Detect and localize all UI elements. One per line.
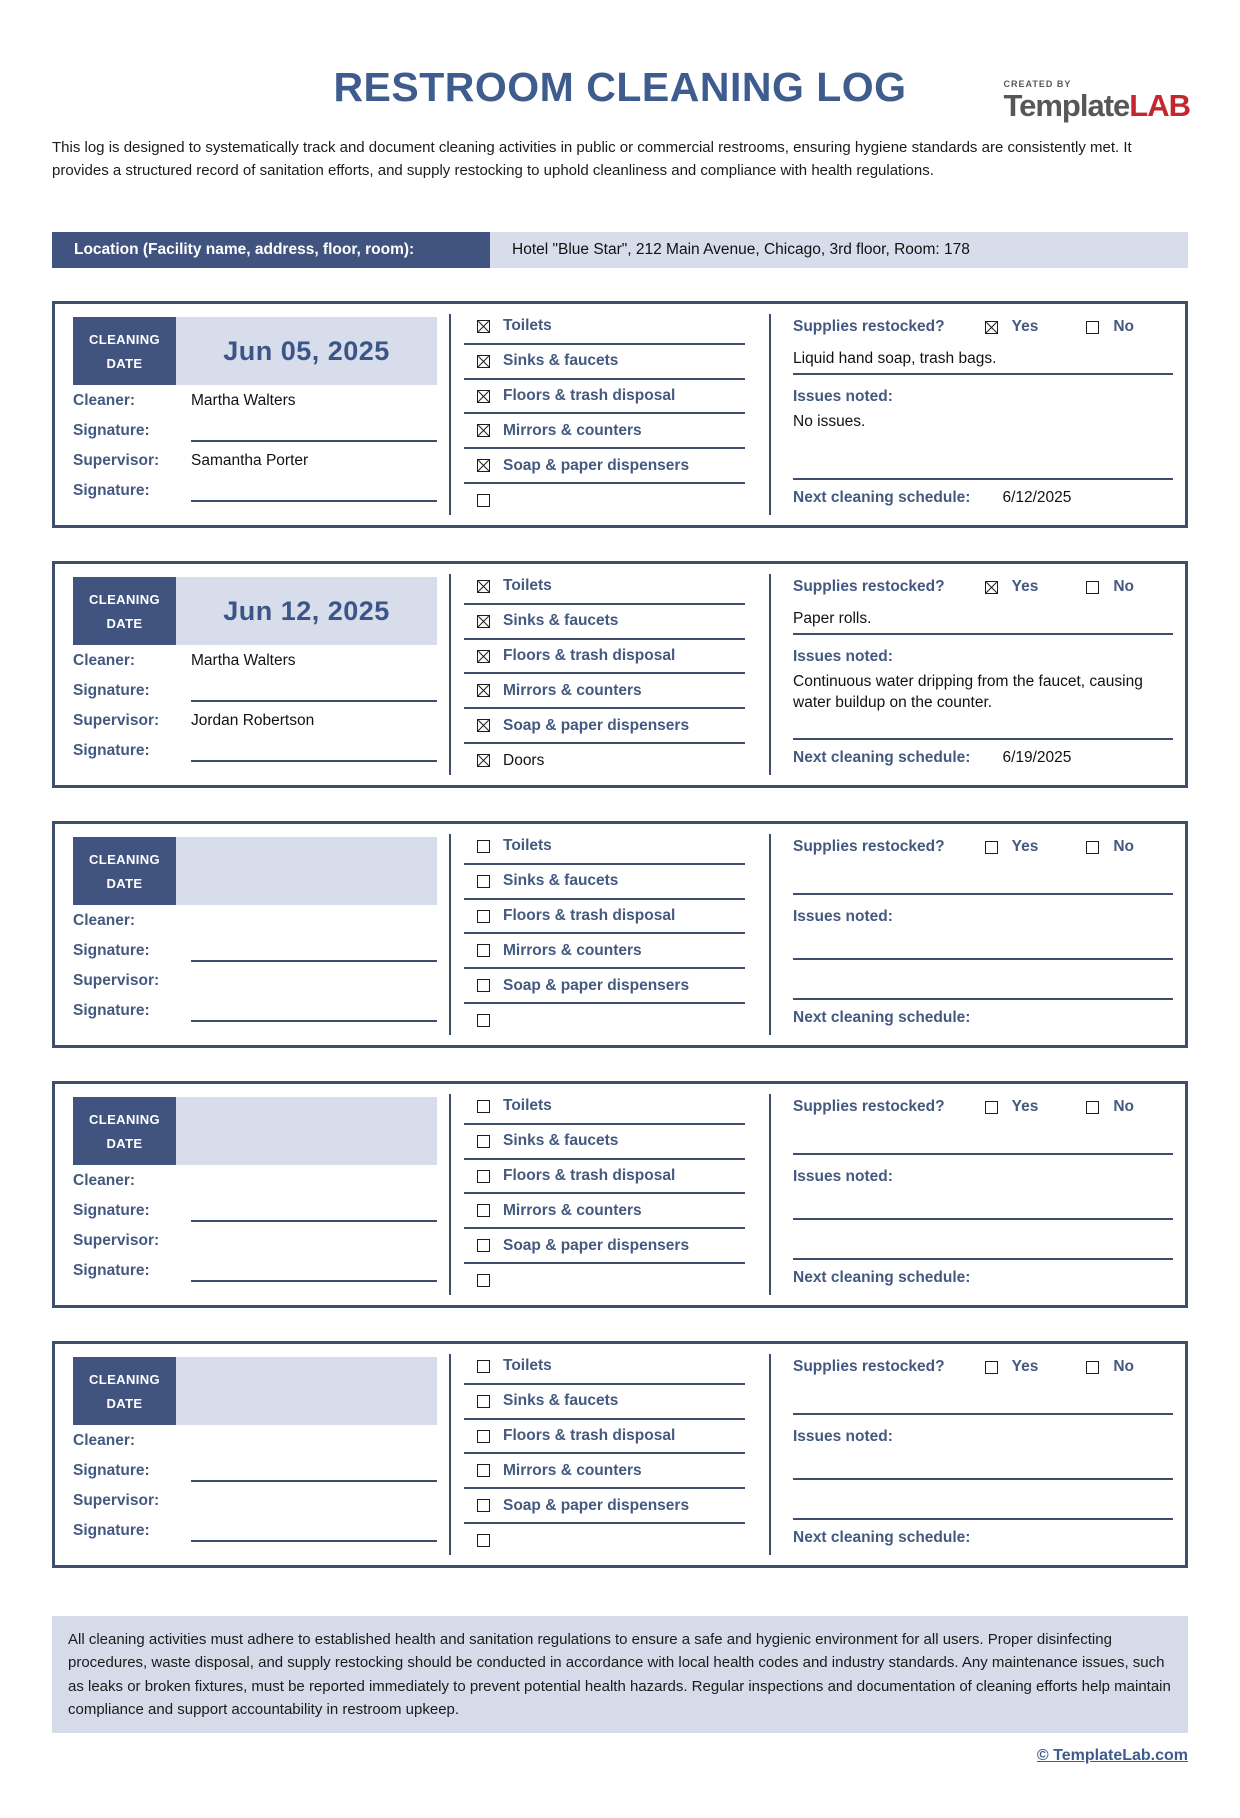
signature-label: Signature: <box>73 681 150 699</box>
card-4-checklist <box>451 1084 769 1305</box>
date-label: DATE <box>106 875 143 891</box>
checklist-row <box>464 640 745 675</box>
supervisor-signature-line[interactable] <box>191 1000 437 1022</box>
yes-label: Yes <box>1011 318 1039 335</box>
cleaning-date-tag <box>73 837 176 905</box>
issues-noted-label: Issues noted: <box>793 387 893 405</box>
next-cleaning-label: Next cleaning schedule: <box>793 1528 971 1546</box>
cleaner-signature-line[interactable] <box>191 420 437 442</box>
next-cleaning-date-field[interactable]: 6/12/2025 <box>1002 488 1072 506</box>
card-5-right-column <box>771 1344 1185 1565</box>
issues-noted-label: Issues noted: <box>793 1167 893 1185</box>
checklist-row <box>464 1125 745 1160</box>
cleaning-date-row <box>73 1357 437 1425</box>
cleaner-signature-line[interactable] <box>191 940 437 962</box>
checklist-checkbox[interactable] <box>477 1430 490 1443</box>
card-1-right-column <box>771 304 1185 525</box>
location-value-field[interactable]: Hotel "Blue Star", 212 Main Avenue, Chicago, 3rd floor, Room: 178 <box>490 232 1188 268</box>
supervisor-label: Supervisor: <box>73 451 160 469</box>
checklist-label: Floors & trash disposal <box>503 647 676 665</box>
cleaner-signature-line[interactable] <box>191 680 437 702</box>
checklist-row <box>464 1350 745 1385</box>
checklist-label: Soap & paper dispensers <box>503 1496 690 1514</box>
cleaning-date-tag <box>73 1357 176 1425</box>
checklist-label: Soap & paper dispensers <box>503 976 690 994</box>
no-checkbox[interactable] <box>1086 581 1099 594</box>
signature-label: Signature: <box>73 1261 150 1279</box>
logo-brand <box>1003 88 1190 123</box>
checklist-row <box>464 1385 745 1420</box>
checklist-row <box>464 1090 745 1125</box>
issues-text-field[interactable] <box>793 932 1173 960</box>
supplies-text-field[interactable]: Paper rolls. <box>793 604 1173 635</box>
issues-text-field[interactable]: Continuous water dripping from the faucet, causing water buildup on the counter. <box>793 673 1143 711</box>
signature-label: Signature: <box>73 1201 150 1219</box>
checklist-checkbox[interactable] <box>477 615 490 628</box>
checklist-checkbox[interactable] <box>477 684 490 697</box>
next-cleaning-label: Next cleaning schedule: <box>793 748 971 766</box>
checklist-label: Sinks & faucets <box>503 352 619 370</box>
yes-label: Yes <box>1011 578 1039 595</box>
supervisor-label: Supervisor: <box>73 1491 160 1509</box>
supplies-text-field[interactable] <box>793 864 1173 895</box>
checklist-row <box>464 570 745 605</box>
cleaner-signature-line[interactable] <box>191 1200 437 1222</box>
cleaning-date-tag <box>73 577 176 645</box>
checklist-label: Soap & paper dispensers <box>503 1236 690 1254</box>
checklist-label: Mirrors & counters <box>503 1201 642 1219</box>
checklist-row <box>464 1004 745 1037</box>
checklist-checkbox[interactable] <box>477 1170 490 1183</box>
checklist-row <box>464 709 745 744</box>
checklist-row <box>464 605 745 640</box>
date-field[interactable] <box>176 1357 437 1425</box>
log-card-3 <box>52 821 1188 1048</box>
supplies-text-field[interactable]: Liquid hand soap, trash bags. <box>793 344 1173 375</box>
checklist-checkbox[interactable] <box>477 390 490 403</box>
document-page <box>0 64 1240 1765</box>
checklist-checkbox[interactable] <box>477 754 490 767</box>
checklist-checkbox[interactable] <box>477 1395 490 1408</box>
signature-label: Signature: <box>73 481 150 499</box>
checklist-checkbox[interactable] <box>477 459 490 472</box>
checklist-row <box>464 380 745 415</box>
checklist-row <box>464 969 745 1004</box>
checklist-label: Toilets <box>503 577 552 595</box>
checklist-row <box>464 1194 745 1229</box>
signature-label: Signature: <box>73 421 150 439</box>
signature-label: Signature: <box>73 1001 150 1019</box>
date-field[interactable]: Jun 12, 2025 <box>176 577 437 645</box>
checklist-row <box>464 345 745 380</box>
checklist-custom-field[interactable]: Doors <box>503 751 545 769</box>
cleaning-label: CLEANING <box>88 1111 161 1127</box>
checklist-checkbox[interactable] <box>477 1014 490 1027</box>
cleaning-date-tag <box>73 317 176 385</box>
cleaning-label: CLEANING <box>88 851 161 867</box>
checklist-row <box>464 310 745 345</box>
card-1-checklist <box>451 304 769 525</box>
card-4-right-column <box>771 1084 1185 1305</box>
checklist-checkbox[interactable] <box>477 494 490 507</box>
supervisor-label: Supervisor: <box>73 1231 160 1249</box>
checklist-checkbox[interactable] <box>477 840 490 853</box>
checklist-checkbox[interactable] <box>477 650 490 663</box>
checklist-label: Mirrors & counters <box>503 1461 642 1479</box>
next-cleaning-row <box>793 738 1173 775</box>
issues-noted-label: Issues noted: <box>793 647 893 665</box>
checklist-label: Sinks & faucets <box>503 872 619 890</box>
log-card-5 <box>52 1341 1188 1568</box>
no-label: No <box>1113 318 1135 335</box>
yes-label: Yes <box>1011 1098 1039 1115</box>
cleaning-date-row <box>73 837 437 905</box>
checklist-row <box>464 449 745 484</box>
cleaner-name-field[interactable]: Martha Walters <box>191 651 296 669</box>
signature-label: Signature: <box>73 1461 150 1479</box>
yes-checkbox[interactable] <box>985 841 998 854</box>
checklist-row <box>464 1229 745 1264</box>
issues-text-field[interactable]: No issues. <box>793 413 866 430</box>
cleaner-label: Cleaner: <box>73 911 136 929</box>
yes-checkbox[interactable] <box>985 1361 998 1374</box>
no-label: No <box>1113 1358 1135 1375</box>
card-3-right-column <box>771 824 1185 1045</box>
next-cleaning-label: Next cleaning schedule: <box>793 1008 971 1026</box>
yes-checkbox[interactable] <box>985 581 998 594</box>
checklist-checkbox[interactable] <box>477 1204 490 1217</box>
card-5-checklist <box>451 1344 769 1565</box>
cleaning-label: CLEANING <box>88 331 161 347</box>
checklist-label: Mirrors & counters <box>503 421 642 439</box>
checklist-checkbox[interactable] <box>477 355 490 368</box>
checklist-row <box>464 1160 745 1195</box>
cleaning-date-tag <box>73 1097 176 1165</box>
checklist-checkbox[interactable] <box>477 1239 490 1252</box>
supervisor-signature-line[interactable] <box>191 740 437 762</box>
checklist-label: Toilets <box>503 317 552 335</box>
logo-brand-gray: Template <box>1003 88 1130 123</box>
yes-checkbox[interactable] <box>985 321 998 334</box>
cleaner-label: Cleaner: <box>73 651 136 669</box>
supplies-restocked-row <box>793 830 1173 864</box>
checklist-checkbox[interactable] <box>477 580 490 593</box>
supervisor-label: Supervisor: <box>73 971 160 989</box>
checklist-label: Soap & paper dispensers <box>503 456 690 474</box>
supervisor-name-field[interactable]: Samantha Porter <box>191 451 309 469</box>
supplies-restocked-row <box>793 310 1173 344</box>
checklist-label: Soap & paper dispensers <box>503 716 690 734</box>
signature-label: Signature: <box>73 741 150 759</box>
next-cleaning-row <box>793 1518 1173 1555</box>
checklist-checkbox[interactable] <box>477 944 490 957</box>
yes-label: Yes <box>1011 838 1039 855</box>
logo-created-by: CREATED BY <box>1003 79 1072 89</box>
no-checkbox[interactable] <box>1086 1361 1099 1374</box>
supplies-text-field[interactable] <box>793 1124 1173 1155</box>
no-checkbox[interactable] <box>1086 1101 1099 1114</box>
checklist-row <box>464 1489 745 1524</box>
log-card-1 <box>52 301 1188 528</box>
no-label: No <box>1113 1098 1135 1115</box>
cleaning-date-row <box>73 577 437 645</box>
cleaner-label: Cleaner: <box>73 1431 136 1449</box>
checklist-checkbox[interactable] <box>477 1499 490 1512</box>
templatelab-link[interactable]: © TemplateLab.com <box>1036 1747 1188 1764</box>
supplies-restocked-row <box>793 1350 1173 1384</box>
checklist-checkbox[interactable] <box>477 424 490 437</box>
checklist-label: Floors & trash disposal <box>503 387 676 405</box>
supervisor-signature-line[interactable] <box>191 480 437 502</box>
card-3-checklist <box>451 824 769 1045</box>
page-title: RESTROOM CLEANING LOG <box>333 64 907 110</box>
card-1-left-column <box>55 304 449 525</box>
date-label: DATE <box>106 355 143 371</box>
supervisor-name-field[interactable]: Jordan Robertson <box>191 711 315 729</box>
checklist-row <box>464 484 745 517</box>
templatelab-logo <box>1003 80 1190 121</box>
supervisor-signature-line[interactable] <box>191 1260 437 1282</box>
supervisor-signature-line[interactable] <box>191 1520 437 1542</box>
location-label: Location (Facility name, address, floor, room): <box>52 232 490 268</box>
checklist-label: Mirrors & counters <box>503 941 642 959</box>
supplies-restocked-label: Supplies restocked? <box>793 318 945 335</box>
log-card-4 <box>52 1081 1188 1308</box>
cleaning-label: CLEANING <box>88 1371 161 1387</box>
cleaning-label: CLEANING <box>88 591 161 607</box>
card-2-checklist <box>451 564 769 785</box>
cleaner-signature-line[interactable] <box>191 1460 437 1482</box>
date-field[interactable] <box>176 1097 437 1165</box>
next-cleaning-row <box>793 998 1173 1035</box>
cleaner-name-field[interactable]: Martha Walters <box>191 391 296 409</box>
checklist-label: Sinks & faucets <box>503 1132 619 1150</box>
next-cleaning-label: Next cleaning schedule: <box>793 1268 971 1286</box>
location-bar <box>52 232 1188 268</box>
checklist-checkbox[interactable] <box>477 1135 490 1148</box>
checklist-label: Sinks & faucets <box>503 1392 619 1410</box>
cleaning-date-row <box>73 1097 437 1165</box>
log-card-2 <box>52 561 1188 788</box>
checklist-row <box>464 900 745 935</box>
checklist-checkbox[interactable] <box>477 1100 490 1113</box>
date-label: DATE <box>106 1395 143 1411</box>
card-4-left-column <box>55 1084 449 1305</box>
checklist-label: Sinks & faucets <box>503 612 619 630</box>
supervisor-label: Supervisor: <box>73 711 160 729</box>
supplies-restocked-label: Supplies restocked? <box>793 1358 945 1375</box>
signature-label: Signature: <box>73 1521 150 1539</box>
supplies-restocked-row <box>793 1090 1173 1124</box>
next-cleaning-label: Next cleaning schedule: <box>793 488 971 506</box>
checklist-row <box>464 674 745 709</box>
checklist-checkbox[interactable] <box>477 979 490 992</box>
checklist-row <box>464 1264 745 1297</box>
issues-noted-label: Issues noted: <box>793 1427 893 1445</box>
supplies-text-field[interactable] <box>793 1384 1173 1415</box>
checklist-label: Toilets <box>503 1097 552 1115</box>
checklist-checkbox[interactable] <box>477 1274 490 1287</box>
card-5-left-column <box>55 1344 449 1565</box>
log-cards <box>52 301 1188 1568</box>
intro-text: This log is designed to systematically track and document cleaning activities in public or commercial restrooms, ensuring hygiene standards are consistently met. It provides a structured record of sanitation efforts, and supply restocking to uphold cleanliness and compliance with health regulations. <box>52 139 1132 179</box>
checklist-checkbox[interactable] <box>477 1534 490 1547</box>
checklist-checkbox[interactable] <box>477 719 490 732</box>
checklist-checkbox[interactable] <box>477 910 490 923</box>
yes-label: Yes <box>1011 1358 1039 1375</box>
cleaning-date-row <box>73 317 437 385</box>
checklist-row <box>464 830 745 865</box>
date-label: DATE <box>106 615 143 631</box>
checklist-label: Mirrors & counters <box>503 681 642 699</box>
date-field[interactable] <box>176 837 437 905</box>
next-cleaning-date-field[interactable]: 6/19/2025 <box>1002 748 1072 766</box>
signature-label: Signature: <box>73 941 150 959</box>
supplies-restocked-label: Supplies restocked? <box>793 1098 945 1115</box>
checklist-checkbox[interactable] <box>477 1464 490 1477</box>
checklist-row <box>464 1420 745 1455</box>
checklist-row <box>464 865 745 900</box>
no-checkbox[interactable] <box>1086 321 1099 334</box>
checklist-row <box>464 1454 745 1489</box>
checklist-row <box>464 744 745 777</box>
checklist-checkbox[interactable] <box>477 875 490 888</box>
copyright-row <box>52 1747 1188 1765</box>
checklist-label: Toilets <box>503 1357 552 1375</box>
next-cleaning-row <box>793 1258 1173 1295</box>
no-checkbox[interactable] <box>1086 841 1099 854</box>
checklist-row <box>464 934 745 969</box>
issues-noted-label: Issues noted: <box>793 907 893 925</box>
card-3-left-column <box>55 824 449 1045</box>
next-cleaning-row <box>793 478 1173 515</box>
checklist-checkbox[interactable] <box>477 320 490 333</box>
checklist-label: Toilets <box>503 837 552 855</box>
supplies-restocked-label: Supplies restocked? <box>793 838 945 855</box>
card-2-right-column <box>771 564 1185 785</box>
issues-text-field[interactable] <box>793 1192 1173 1220</box>
card-2-left-column <box>55 564 449 785</box>
checklist-label: Floors & trash disposal <box>503 907 676 925</box>
logo-brand-lab: LAB <box>1129 88 1190 123</box>
issues-text-field[interactable] <box>793 1452 1173 1480</box>
checklist-row <box>464 414 745 449</box>
checklist-checkbox[interactable] <box>477 1360 490 1373</box>
checklist-row <box>464 1524 745 1557</box>
no-label: No <box>1113 578 1135 595</box>
checklist-label: Floors & trash disposal <box>503 1167 676 1185</box>
footer-note: All cleaning activities must adhere to established health and sanitation regulations to ensure a safe and hygienic environment for all users. Proper disinfecting procedures, waste disposal, and supply restocking should be conducted in accordance with local health codes and industry standards. Any maintenance issues, such as leaks or broken fixtures, must be reported immediately to prevent potential health hazards. Regular inspections and documentation of cleaning efforts help maintain compliance and support accountability in restroom upkeep. <box>52 1616 1188 1733</box>
supplies-restocked-label: Supplies restocked? <box>793 578 945 595</box>
supplies-restocked-row <box>793 570 1173 604</box>
date-label: DATE <box>106 1135 143 1151</box>
checklist-label: Floors & trash disposal <box>503 1427 676 1445</box>
cleaner-label: Cleaner: <box>73 1171 136 1189</box>
yes-checkbox[interactable] <box>985 1101 998 1114</box>
date-field[interactable]: Jun 05, 2025 <box>176 317 437 385</box>
cleaner-label: Cleaner: <box>73 391 136 409</box>
no-label: No <box>1113 838 1135 855</box>
